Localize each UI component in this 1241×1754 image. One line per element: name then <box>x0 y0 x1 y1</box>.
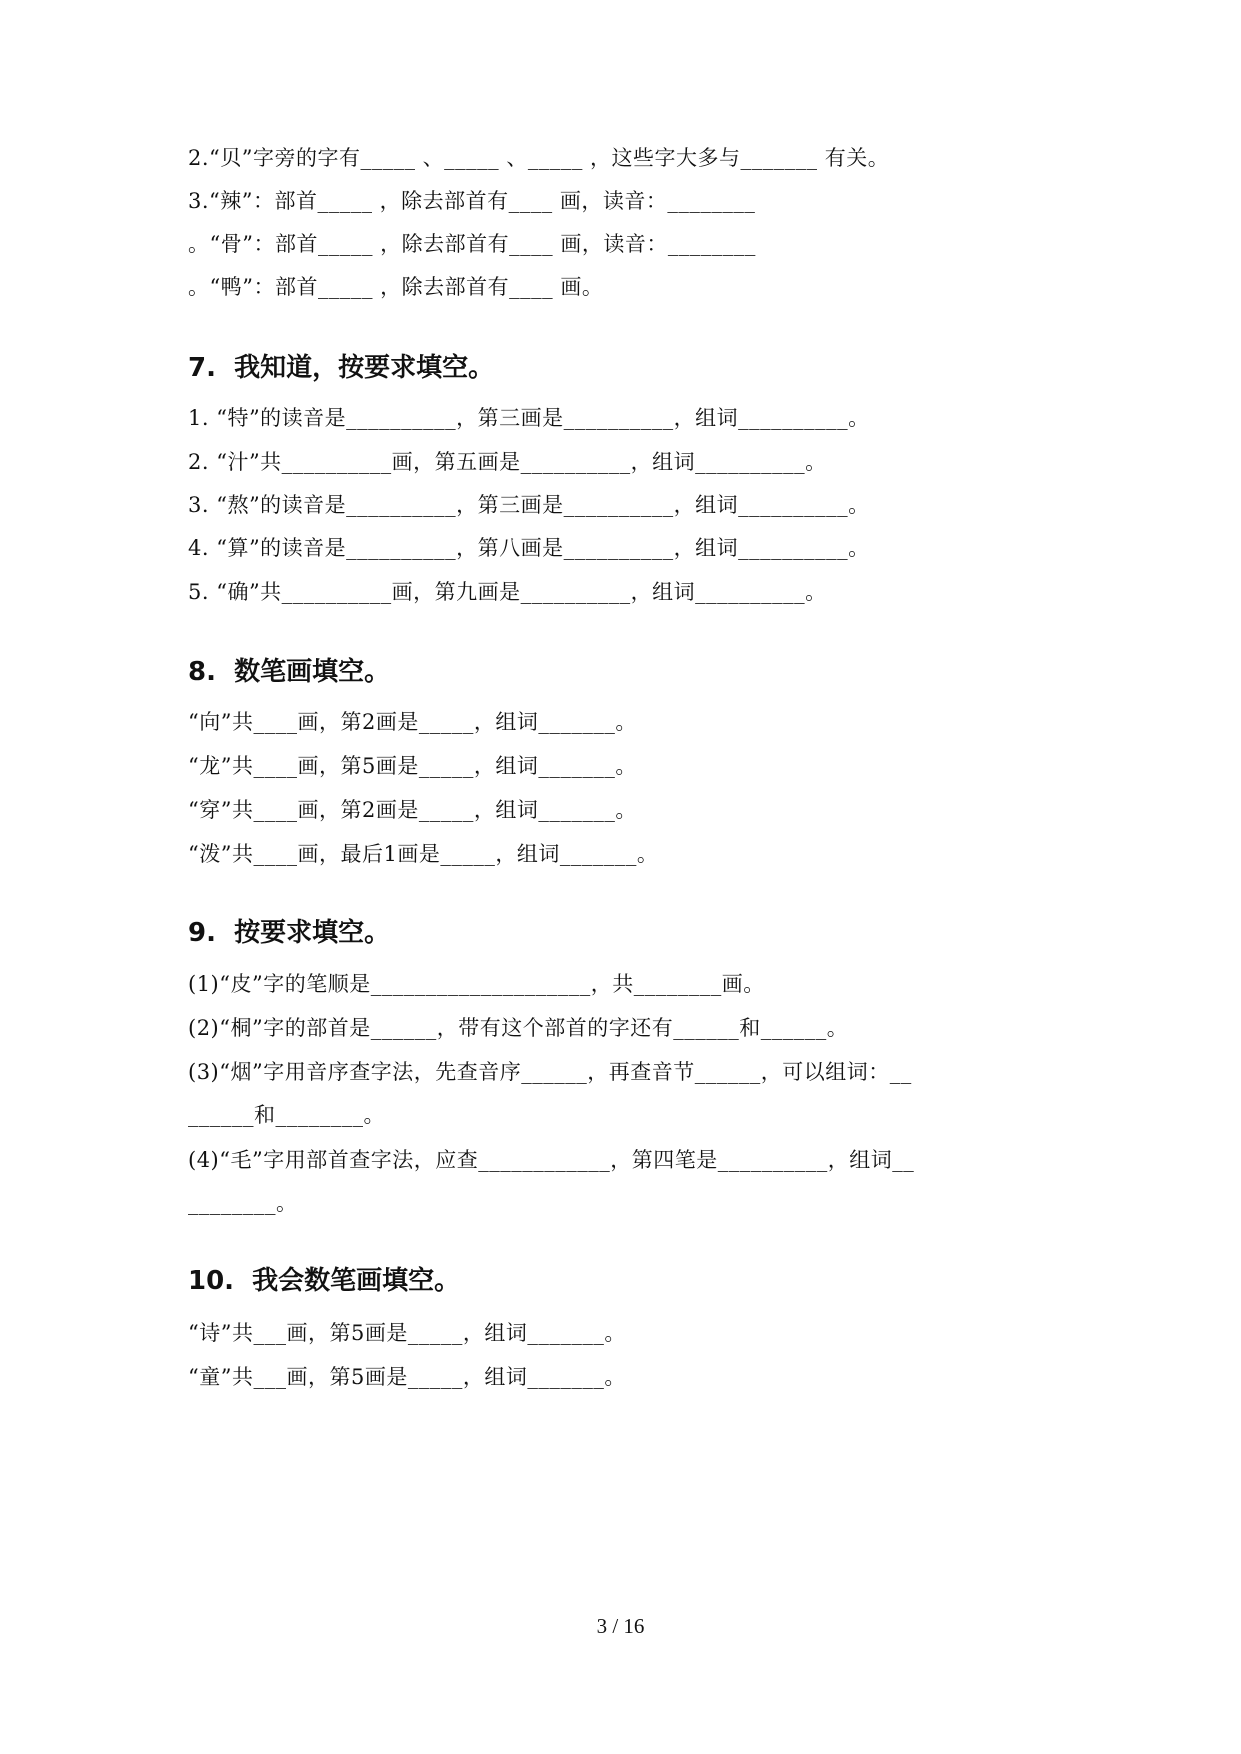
s6-line-2: 2.“贝”字旁的字有_____ 、_____ 、_____ ，这些字大多与_______ 有关。 <box>188 146 890 170</box>
s9-line-3-cont: ______和________。 <box>188 1103 385 1127</box>
s7-line-3: 3. “熬”的读音是__________，第三画是__________，组词__________。 <box>188 493 870 517</box>
section-8-heading: 8. 数笔画填空。 <box>188 657 391 687</box>
s9-line-4: (4)“毛”字用部首查字法，应查____________，第四笔是__________，组词__ <box>188 1148 915 1172</box>
s6-line-4: 。“骨”：部首_____ ，除去部首有____ 画，读音：________ <box>188 232 756 256</box>
s7-line-2: 2. “汁”共__________画，第五画是__________，组词__________。 <box>188 450 827 474</box>
s10-line-2: “童”共___画，第5画是_____，组词_______。 <box>188 1365 626 1389</box>
s9-line-3: (3)“烟”字用音序查字法，先查音序______，再查音节______，可以组词：__ <box>188 1060 912 1084</box>
s7-line-5: 5. “确”共__________画，第九画是__________，组词__________。 <box>188 580 827 604</box>
s10-line-1: “诗”共___画，第5画是_____，组词_______。 <box>188 1321 626 1345</box>
s8-line-1: “向”共____画，第2画是_____，组词_______。 <box>188 710 637 734</box>
section-10-heading: 10. 我会数笔画填空。 <box>188 1266 461 1296</box>
s8-line-4: “泼”共____画，最后1画是_____，组词_______。 <box>188 842 659 866</box>
s9-line-1: (1)“皮”字的笔顺是____________________，共________画。 <box>188 972 765 996</box>
s9-line-2: (2)“桐”字的部首是______，带有这个部首的字还有______和______。 <box>188 1016 849 1040</box>
s9-line-4-cont: ________。 <box>188 1191 298 1215</box>
s6-line-5: 。“鸭”：部首_____ ，除去部首有____ 画。 <box>188 275 604 299</box>
section-9-heading: 9. 按要求填空。 <box>188 918 391 948</box>
s7-line-4: 4. “算”的读音是__________，第八画是__________，组词__________。 <box>188 536 870 560</box>
section-7-heading: 7. 我知道，按要求填空。 <box>188 353 495 383</box>
s8-line-2: “龙”共____画，第5画是_____，组词_______。 <box>188 754 637 778</box>
page-number: 3 / 16 <box>596 1614 645 1638</box>
s6-line-3: 3.“辣”：部首_____ ，除去部首有____ 画，读音：________ <box>188 189 756 213</box>
s8-line-3: “穿”共____画，第2画是_____，组词_______。 <box>188 798 637 822</box>
s7-line-1: 1. “特”的读音是__________，第三画是__________，组词__________。 <box>188 406 870 430</box>
